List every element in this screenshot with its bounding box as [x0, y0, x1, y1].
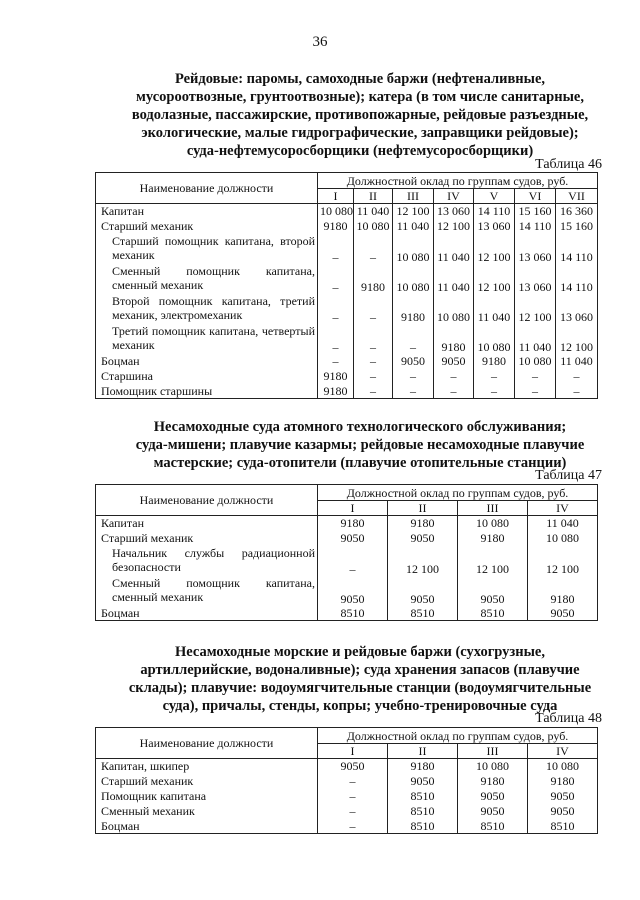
- salary-cell: –: [474, 369, 515, 384]
- salary-cell: –: [354, 294, 393, 324]
- position-name: Капитан: [96, 204, 318, 219]
- salary-cell: 12 100: [515, 294, 556, 324]
- salary-cell: –: [474, 384, 515, 399]
- salary-cell: 14 110: [556, 234, 598, 264]
- salary-cell: –: [515, 384, 556, 399]
- col-header-position: Наименование должности: [96, 728, 318, 759]
- salary-cell: –: [354, 234, 393, 264]
- table-row: [96, 294, 598, 324]
- salary-cell: –: [318, 789, 388, 804]
- table-47: [95, 484, 598, 621]
- heading-line: мастерские; суда-отопители (плавучие отопительные станции): [153, 455, 567, 471]
- group-header: IV: [528, 501, 598, 516]
- table-row: [96, 546, 598, 576]
- heading-line: мусороотвозные, грунтоотвозные); катера (в том числе санитарные,: [136, 89, 584, 105]
- salary-cell: 12 100: [388, 546, 458, 576]
- salary-cell: 9180: [318, 384, 354, 399]
- salary-cell: 12 100: [528, 546, 598, 576]
- salary-cell: 9050: [528, 606, 598, 621]
- salary-cell: –: [393, 369, 434, 384]
- salary-cell: –: [354, 324, 393, 354]
- salary-cell: 9180: [458, 531, 528, 546]
- group-header: II: [354, 189, 393, 204]
- position-name: Сменный помощник капитана, сменный механик: [96, 264, 318, 294]
- salary-cell: 8510: [528, 819, 598, 834]
- table-row: [96, 204, 598, 219]
- salary-cell: –: [393, 324, 434, 354]
- heading-line: водолазные, пассажирские, противопожарные, рейдовые разъездные,: [131, 107, 589, 123]
- salary-cell: 9180: [393, 294, 434, 324]
- salary-cell: 9050: [528, 789, 598, 804]
- table-row: [96, 354, 598, 369]
- group-header: V: [474, 189, 515, 204]
- group-header: VII: [556, 189, 598, 204]
- section-47-heading: [100, 418, 620, 472]
- salary-cell: 9050: [388, 531, 458, 546]
- heading-line: склады); плавучие: водоумягчительные станции (водоумягчительные: [128, 680, 592, 696]
- salary-cell: 9050: [458, 804, 528, 819]
- salary-cell: –: [318, 294, 354, 324]
- salary-cell: 11 040: [354, 204, 393, 219]
- salary-cell: 12 100: [474, 264, 515, 294]
- position-name: Старший механик: [96, 774, 318, 789]
- salary-cell: 11 040: [434, 234, 474, 264]
- salary-cell: 11 040: [434, 264, 474, 294]
- heading-line: экологические, малые гидрографические, заправщики рейдовые);: [141, 125, 579, 141]
- table-row: [96, 516, 598, 531]
- salary-cell: 9180: [434, 324, 474, 354]
- salary-cell: 11 040: [515, 324, 556, 354]
- salary-cell: 9180: [528, 774, 598, 789]
- salary-cell: –: [318, 804, 388, 819]
- position-name: Начальник службы радиационной безопасности: [96, 546, 318, 576]
- salary-cell: –: [354, 354, 393, 369]
- salary-cell: –: [318, 264, 354, 294]
- position-name: Второй помощник капитана, третий механик, электромеханик: [96, 294, 318, 324]
- salary-cell: 9180: [318, 219, 354, 234]
- table-row: [96, 789, 598, 804]
- salary-cell: –: [393, 384, 434, 399]
- salary-cell: 8510: [458, 819, 528, 834]
- group-header: III: [458, 744, 528, 759]
- salary-cell: 9180: [318, 369, 354, 384]
- table-row: [96, 264, 598, 294]
- salary-cell: 16 360: [556, 204, 598, 219]
- salary-cell: 9180: [318, 516, 388, 531]
- salary-cell: –: [434, 384, 474, 399]
- table-row: [96, 234, 598, 264]
- table-47-caption: Таблица 47: [535, 468, 602, 483]
- salary-cell: 9050: [318, 576, 388, 606]
- salary-cell: 9050: [388, 774, 458, 789]
- salary-cell: 9050: [393, 354, 434, 369]
- position-name: Боцман: [96, 354, 318, 369]
- salary-cell: –: [354, 369, 393, 384]
- position-name: Помощник капитана: [96, 789, 318, 804]
- salary-cell: 14 110: [556, 264, 598, 294]
- table-48: [95, 727, 598, 834]
- salary-cell: 12 100: [458, 546, 528, 576]
- salary-cell: 9050: [434, 354, 474, 369]
- position-name: Старший механик: [96, 531, 318, 546]
- heading-line: Несамоходные морские и рейдовые баржи (сухогрузные,: [174, 644, 545, 660]
- salary-cell: 14 110: [474, 204, 515, 219]
- salary-cell: –: [556, 384, 598, 399]
- table-row: [96, 219, 598, 234]
- salary-cell: 10 080: [458, 759, 528, 774]
- position-name: Сменный помощник капитана, сменный механик: [96, 576, 318, 606]
- salary-cell: 8510: [318, 606, 388, 621]
- heading-line: артиллерийские, водоналивные); суда хранения запасов (плавучие: [140, 662, 580, 678]
- salary-cell: 9180: [388, 516, 458, 531]
- salary-cell: –: [318, 324, 354, 354]
- salary-cell: 9050: [458, 576, 528, 606]
- salary-cell: –: [318, 354, 354, 369]
- col-header-position: Наименование должности: [96, 485, 318, 516]
- salary-cell: 11 040: [474, 294, 515, 324]
- group-header: I: [318, 501, 388, 516]
- col-header-group: Должностной оклад по группам судов, руб.: [318, 728, 598, 744]
- table-row: [96, 576, 598, 606]
- position-name: Старшина: [96, 369, 318, 384]
- salary-cell: 10 080: [528, 759, 598, 774]
- group-header: II: [388, 744, 458, 759]
- salary-cell: 12 100: [393, 204, 434, 219]
- position-name: Старший помощник капитана, второй механик: [96, 234, 318, 264]
- position-name: Сменный механик: [96, 804, 318, 819]
- salary-cell: –: [318, 546, 388, 576]
- salary-cell: –: [556, 369, 598, 384]
- salary-cell: 13 060: [556, 294, 598, 324]
- section-46-heading: [100, 70, 620, 160]
- group-header: III: [458, 501, 528, 516]
- salary-cell: 9180: [354, 264, 393, 294]
- group-header: IV: [528, 744, 598, 759]
- table-row: [96, 819, 598, 834]
- section-48-heading: [100, 643, 620, 715]
- salary-cell: 10 080: [393, 264, 434, 294]
- heading-line: Несамоходные суда атомного технологического обслуживания;: [153, 419, 567, 435]
- group-header: VI: [515, 189, 556, 204]
- position-name: Третий помощник капитана, четвертый механик: [96, 324, 318, 354]
- salary-cell: 10 080: [393, 234, 434, 264]
- salary-cell: 13 060: [515, 264, 556, 294]
- salary-cell: 15 160: [556, 219, 598, 234]
- position-name: Боцман: [96, 606, 318, 621]
- group-header: IV: [434, 189, 474, 204]
- salary-cell: 10 080: [318, 204, 354, 219]
- salary-cell: 10 080: [474, 324, 515, 354]
- position-name: Капитан, шкипер: [96, 759, 318, 774]
- salary-cell: 10 080: [434, 294, 474, 324]
- table-row: [96, 324, 598, 354]
- salary-cell: 9180: [474, 354, 515, 369]
- col-header-position: Наименование должности: [96, 173, 318, 204]
- table-row: [96, 531, 598, 546]
- salary-cell: 9180: [458, 774, 528, 789]
- heading-line: суда-мишени; плавучие казармы; рейдовые несамоходные плавучие: [135, 437, 585, 453]
- salary-cell: 9180: [388, 759, 458, 774]
- group-header: I: [318, 744, 388, 759]
- salary-cell: 8510: [388, 804, 458, 819]
- table-row: [96, 369, 598, 384]
- table-row: [96, 804, 598, 819]
- salary-cell: 8510: [458, 606, 528, 621]
- salary-cell: 8510: [388, 819, 458, 834]
- salary-cell: 15 160: [515, 204, 556, 219]
- salary-cell: 12 100: [474, 234, 515, 264]
- salary-cell: 11 040: [556, 354, 598, 369]
- table-46-caption: Таблица 46: [535, 157, 602, 172]
- salary-cell: –: [515, 369, 556, 384]
- salary-cell: 8510: [388, 606, 458, 621]
- salary-cell: 12 100: [556, 324, 598, 354]
- table-46: [95, 172, 598, 399]
- position-name: Старший механик: [96, 219, 318, 234]
- table-row: [96, 774, 598, 789]
- col-header-group: Должностной оклад по группам судов, руб.: [318, 173, 598, 189]
- salary-cell: 12 100: [434, 219, 474, 234]
- group-header: II: [388, 501, 458, 516]
- salary-cell: 11 040: [528, 516, 598, 531]
- salary-cell: 9050: [528, 804, 598, 819]
- salary-cell: 8510: [388, 789, 458, 804]
- table-48-caption: Таблица 48: [535, 711, 602, 726]
- salary-cell: –: [318, 819, 388, 834]
- col-header-group: Должностной оклад по группам судов, руб.: [318, 485, 598, 501]
- heading-line: Рейдовые: паромы, самоходные баржи (нефтеналивные,: [174, 71, 546, 87]
- table-row: [96, 606, 598, 621]
- salary-cell: –: [354, 384, 393, 399]
- table-row: [96, 759, 598, 774]
- heading-line: суда-нефтемусоросборщики (нефтемусоросборщики): [186, 143, 534, 159]
- page-number: 36: [312, 34, 328, 50]
- salary-cell: –: [434, 369, 474, 384]
- salary-cell: 10 080: [458, 516, 528, 531]
- salary-cell: 13 060: [434, 204, 474, 219]
- salary-cell: 9050: [458, 789, 528, 804]
- salary-cell: –: [318, 774, 388, 789]
- salary-cell: 10 080: [354, 219, 393, 234]
- salary-cell: 9050: [318, 759, 388, 774]
- salary-cell: –: [318, 234, 354, 264]
- salary-cell: 10 080: [528, 531, 598, 546]
- position-name: Помощник старшины: [96, 384, 318, 399]
- salary-cell: 13 060: [474, 219, 515, 234]
- salary-cell: 9050: [388, 576, 458, 606]
- salary-cell: 9180: [528, 576, 598, 606]
- heading-line: суда), причалы, стенды, копры; учебно-тренировочные суда: [162, 698, 558, 714]
- salary-cell: 9050: [318, 531, 388, 546]
- group-header: III: [393, 189, 434, 204]
- position-name: Боцман: [96, 819, 318, 834]
- position-name: Капитан: [96, 516, 318, 531]
- salary-cell: 13 060: [515, 234, 556, 264]
- salary-cell: 11 040: [393, 219, 434, 234]
- group-header: I: [318, 189, 354, 204]
- salary-cell: 14 110: [515, 219, 556, 234]
- table-row: [96, 384, 598, 399]
- salary-cell: 10 080: [515, 354, 556, 369]
